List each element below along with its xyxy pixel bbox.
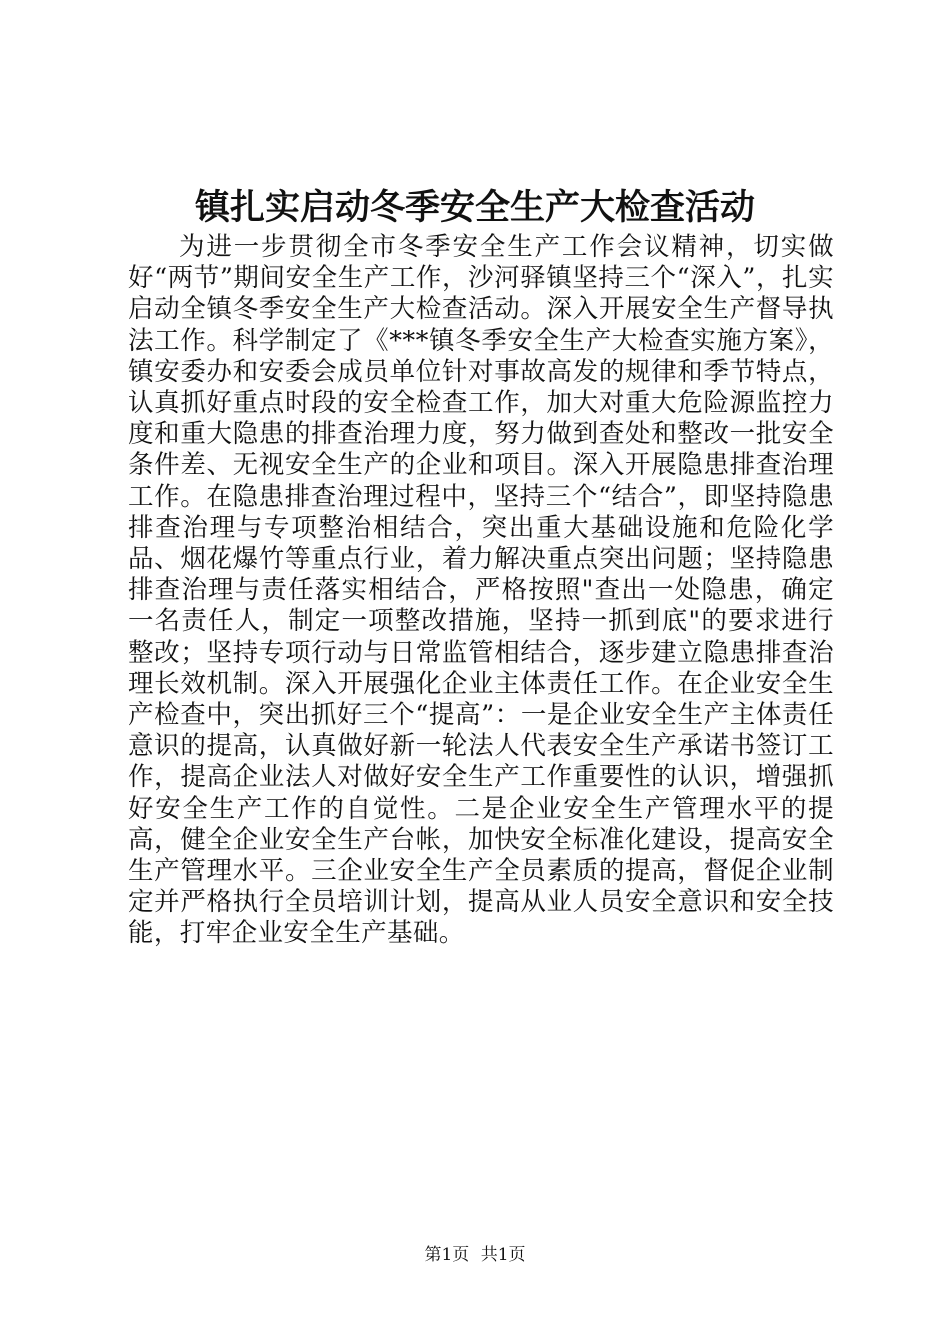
page-footer (0, 1243, 950, 1267)
page-total: 共1页 (480, 1245, 526, 1265)
document-title: 镇扎实启动冬季安全生产大检查活动 (194, 187, 755, 228)
page-number: 第1页 (424, 1245, 470, 1265)
document-body-paragraph: 为进一步贯彻全市冬季安全生产工作会议精神，切实做好“两节”期间安全生产工作，沙河驿镇坚持三个“深入”，扎实启动全镇冬季安全生产大检查活动。深入开展安全生产督导执法工作。科学制定了《***镇冬季安全生产大检查实施方案》，镇安委办和安委会成员单位针对事故高发的规律和季节特点，认真抓好重点时段的安全检查工作，加大对重大危险源监控力度和重大隐患的排查治理力度，努力做到查处和整改一批安全条件差、无视安全生产的企业和项目。深入开展隐患排查治理工作。在隐患排查治理过程中，坚持三个“结合”，即坚持隐患排查治理与专项整治相结合，突出重大基础设施和危险化学品、烟花爆竹等重点行业，着力解决重点突出问题；坚持隐患排查治理与责任落实相结合，严格按照"查出一处隐患，确定一名责任人，制定一项整改措施，坚持一抓到底"的要求进行整改；坚持专项行动与日常监管相结合，逐步建立隐患排查治理长效机制。深入开展强化企业主体责任工作。在企业安全生产检查中，突出抓好三个“提高”：一是企业安全生产主体责任意识的提高，认真做好新一轮法人代表安全生产承诺书签订工作，提高企业法人对做好安全生产工作重要性的认识，增强抓好安全生产工作的自觉性。二是企业安全生产管理水平的提高，健全企业安全生产台帐，加快安全标准化建设，提高安全生产管理水平。三企业安全生产全员素质的提高，督促企业制定并严格执行全员培训计划，提高从业人员安全意识和安全技能，打牢企业安全生产基础。 (128, 232, 834, 949)
